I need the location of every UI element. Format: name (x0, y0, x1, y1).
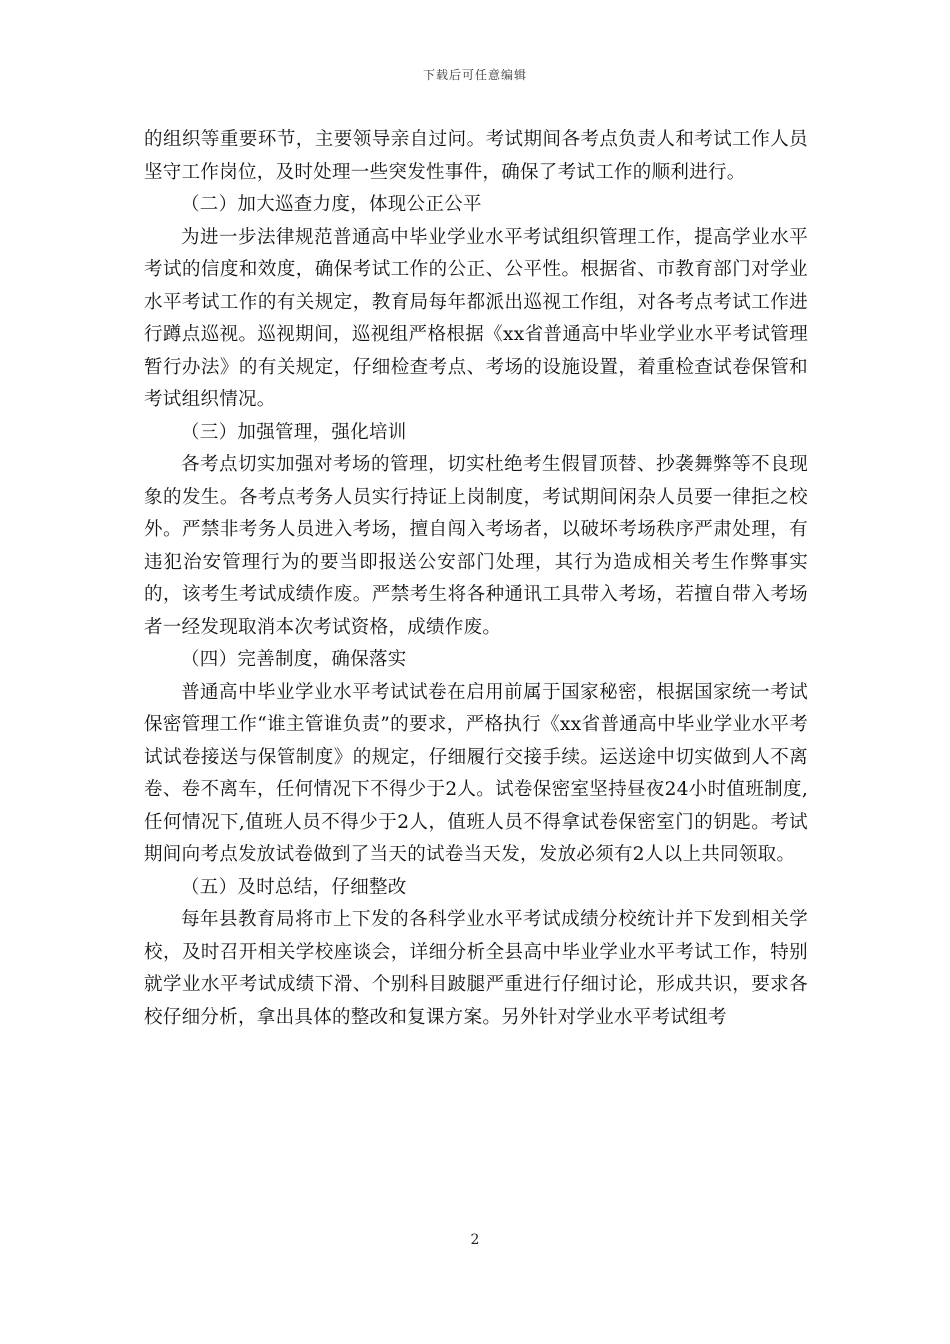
paragraph-management: 各考点切实加强对考场的管理，切实杜绝考生假冒顶替、抄袭舞弊等不良现象的发生。各考点考务人员实行持证上岗制度，考试期间闲杂人员要一律拒之校外。严禁非考务人员进入考场，擅自闯入考场者，以破坏考场秩序严肃处理，有违犯治安管理行为的要当即报送公安部门处理，其行为造成相关考生作弊事实的，该考生考试成绩作废。严禁考生将各种通讯工具带入考场，若擅自带入考场者一经发现取消本次考试资格，成绩作废。 (144, 454, 808, 638)
page-number: 2 (470, 1232, 480, 1248)
section-heading-5: （五）及时总结，仔细整改 (181, 876, 407, 898)
page-header: 下载后可任意编辑 (422, 68, 527, 82)
paragraph-inspection: 为进一步法律规范普通高中毕业学业水平考试组织管理工作，提高学业水平考试的信度和效度，确保考试工作的公正、公平性。根据省、市教育部门对学业水平考试工作的有关规定，教育局每年都派出巡视工作组，对各考点考试工作进行蹲点巡视。巡视期间，巡视组严格根据《xx省普通高中毕业学业水平考试管理暂行办法》的有关规定，仔细检查考点、考场的设施设置，着重检查试卷保管和考试组织情况。 (144, 226, 808, 410)
section-heading-2: （二）加大巡查力度，体现公正公平 (181, 194, 482, 215)
paragraph-continued: 的组织等重要环节，主要领导亲自过问。考试期间各考点负责人和考试工作人员坚守工作岗位，及时处理一些突发性事件，确保了考试工作的顺利进行。 (144, 129, 808, 183)
document-body (144, 124, 808, 1034)
paragraph-summary: 每年县教育局将市上下发的各科学业水平考试成绩分校统计并下发到相关学校，及时召开相关学校座谈会，详细分析全县高中毕业学业水平考试工作，特别就学业水平考试成绩下滑、个别科目跛腿严重进行仔细讨论，形成共识，要求各校仔细分析，拿出具体的整改和复课方案。另外针对学业水平考试组考 (144, 909, 808, 1028)
section-heading-4: （四）完善制度，确保落实 (181, 649, 407, 670)
section-heading-3: （三）加强管理，强化培训 (181, 421, 407, 443)
paragraph-regulations: 普通高中毕业学业水平考试试卷在启用前属于国家秘密，根据国家统一考试保密管理工作“谁主管谁负责”的要求，严格执行《xx省普通高中毕业学业水平考试试卷接送与保管制度》的规定，仔细履行交接手续。运送途中切实做到人不离卷、卷不离车，任何情况下不得少于2人。试卷保密室坚持昼夜24小时值班制度,任何情况下,值班人员不得少于2人，值班人员不得拿试卷保密室门的钥匙。考试期间向考点发放试卷做到了当天的试卷当天发，发放必须有2人以上共同领取。 (144, 681, 808, 865)
